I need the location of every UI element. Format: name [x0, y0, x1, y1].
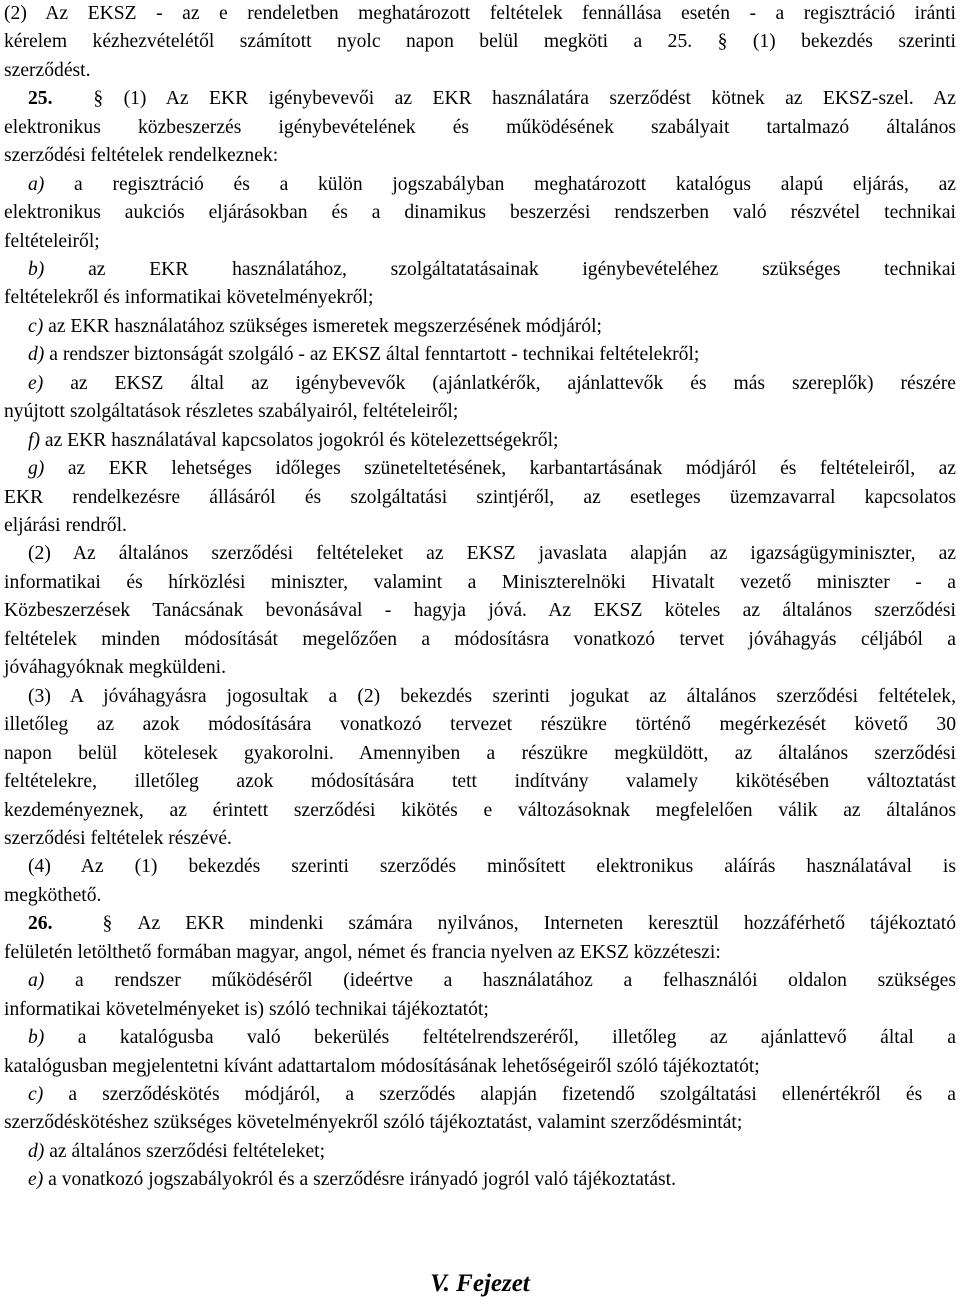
paragraph-line: informatikai és hírközlési miniszter, valamint a Miniszterelnöki Hivatalt vezető miniszter - a [4, 572, 956, 593]
list-item-d: d) a rendszer biztonságát szolgáló - az EKSZ által fenntartott - technikai feltételekről; [28, 344, 700, 365]
paragraph-line: (2) Az általános szerződési feltételeket az EKSZ javaslata alapján az igazságügyminiszter, az [28, 543, 956, 564]
paragraph-line: szerződéskötéshez szükséges követelményekről szóló tájékoztatást, valamint szerződésmintát; [4, 1112, 743, 1133]
paragraph-line: katalógusban megjelentetni kívánt adattartalom módosításának lehetőségeiről szóló tájékoztatót; [4, 1056, 760, 1077]
paragraph-line: szerződési feltételek rendelkeznek: [4, 145, 279, 166]
paragraph-line: szerződési feltételek részévé. [4, 828, 232, 849]
section-number: 26. [28, 913, 53, 934]
paragraph-line: (3) A jóváhagyásra jogosultak a (2) bekezdés szerinti jogukat az általános szerződési feltételek, [28, 686, 956, 707]
list-item-d: d) az általános szerződési feltételeket; [28, 1141, 326, 1162]
list-item-e: e) az EKSZ által az igénybevevők (ajánlatkérők, ajánlattevők és más szereplők) részére [28, 373, 956, 394]
list-item-e: e) a vonatkozó jogszabályokról és a szerződésre irányadó jogról való tájékoztatást. [28, 1169, 676, 1190]
paragraph-line: kezdeményeznek, az érintett szerződési kikötés e változásoknak megfelelően válik az általános [4, 800, 956, 821]
list-item-b: b) a katalógusba való bekerülés feltételrendszeréről, illetőleg az ajánlattevő által a [28, 1027, 956, 1048]
list-item-g: g) az EKR lehetséges időleges szüneteltetésének, karbantartásának módjáról és feltételeiről, az [28, 458, 956, 479]
paragraph-line: illetőleg az azok módosítására vonatkozó tervezet részükre történő megérkezését követő 30 [4, 714, 956, 735]
paragraph-line: (2) Az EKSZ - az e rendeletben meghatározott feltételek fennállása esetén - a regisztráció iránti [4, 3, 956, 24]
paragraph-line: informatikai követelményeket is) szóló technikai tájékoztatót; [4, 999, 489, 1020]
paragraph-line: kérelem kézhezvételétől számított nyolc napon belül megköti a 25. § (1) bekezdés szerinti [4, 31, 956, 52]
chapter-heading: V. Fejezet [430, 1270, 530, 1297]
list-item-f: f) az EKR használatával kapcsolatos jogokról és kötelezettségekről; [28, 430, 559, 451]
section-sign: § [93, 88, 104, 109]
paragraph-line: jóváhagyóknak megküldeni. [4, 657, 227, 678]
list-item-a: a) a rendszer működéséről (ideértve a használatához a felhasználói oldalon szükséges [28, 970, 956, 991]
section-26-line: 26. § Az EKR mindenki számára nyilvános, Interneten keresztül hozzáférhető tájékoztató [28, 913, 957, 934]
paragraph-line: napon belül kötelesek gyakorolni. Amennyiben a részükre megküldött, az általános szerződési [4, 743, 956, 764]
paragraph-line: nyújtott szolgáltatások részletes szabályairól, feltételeiről; [4, 401, 459, 422]
section-number: 25. [28, 88, 53, 109]
paragraph-line: elektronikus közbeszerzés igénybevételének és működésének szabályait tartalmazó általános [4, 117, 956, 138]
paragraph-line: feltételekre, illetőleg azok módosítására tett indítvány valamely kikötésében változtatást [4, 771, 956, 792]
paragraph-line: feltételekről és informatikai követelményekről; [4, 287, 374, 308]
list-item-c: c) a szerződéskötés módjáról, a szerződés alapján fizetendő szolgáltatási ellenértékről és a [28, 1084, 956, 1105]
paragraph-line: (4) Az (1) bekezdés szerinti szerződés minősített elektronikus aláírás használatával is [28, 856, 956, 877]
list-item-c: c) az EKR használatához szükséges ismeretek megszerzésének módjáról; [28, 316, 602, 337]
list-item-a: a) a regisztráció és a külön jogszabályban meghatározott katalógus alapú eljárás, az [28, 174, 956, 195]
paragraph-line: Közbeszerzések Tanácsának bevonásával - hagyja jóvá. Az EKSZ köteles az általános szerződési [4, 600, 956, 621]
paragraph-line: feltételeiről; [4, 231, 100, 252]
paragraph-line: felületén letölthető formában magyar, angol, német és francia nyelven az EKSZ közzéteszi: [4, 942, 721, 963]
section-25-line: 25. § (1) Az EKR igénybevevői az EKR használatára szerződést kötnek az EKSZ-szel. Az [28, 88, 956, 109]
list-item-b: b) az EKR használatához, szolgáltatatásainak igénybevételéhez szükséges technikai [28, 259, 956, 280]
section-sign: § [102, 913, 113, 934]
paragraph-line: megköthető. [4, 885, 102, 906]
paragraph-line: eljárási rendről. [4, 515, 127, 536]
paragraph-line: EKR rendelkezésre állásáról és szolgáltatási szintjéről, az esetleges üzemzavarral kapcsolatos [4, 487, 956, 508]
paragraph-line: elektronikus aukciós eljárásokban és a dinamikus beszerzési rendszerben való részvétel technikai [4, 202, 956, 223]
paragraph-line: szerződést. [4, 60, 91, 81]
paragraph-line: feltételek minden módosítását megelőzően a módosításra vonatkozó tervet jóváhagyás céljából a [4, 629, 956, 650]
